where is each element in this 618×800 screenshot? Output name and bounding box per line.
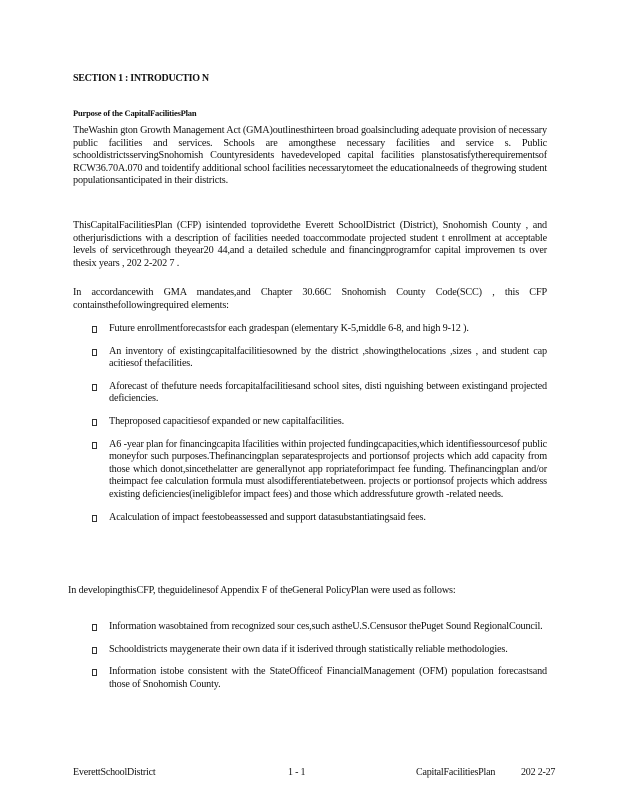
list-item-text: A6 -year plan for financingcapita lfacilities within projected fundingcapacities,which identifiessourcesof public moneyfor such purposes.Thefinancingplan separatesprojects and portionsof projects which add capacity from those which donot,sincethelatter are generallynot app ropriateforimpact fee funding. Thefinancingplan and/or theimpact fee calculation formula must alsodifferentiatebetween. projects or portionsof projects which address existing deficiencies(ineligiblefor impact fees) and those which addressfuture growth -related needs. (109, 438, 547, 500)
list-item-text: Information istobe consistent with the StateOfficeof FinancialManagement (OFM) population forecastsand those of Snohomish County. (109, 666, 547, 690)
footer-page-number: 1 - 1 (288, 767, 306, 778)
list-item (92, 416, 547, 429)
list-item (92, 621, 547, 634)
section-title: SECTION 1 : INTRODUCTIO N (73, 73, 209, 84)
paragraph-guidelines: In developingthisCFP, theguidelinesof Appendix F of theGeneral PolicyPlan were used as follows: (68, 585, 456, 596)
list-item-text: Acalculation of impact feestobeassessed and support datasubstantiatingsaid fees. (109, 511, 426, 523)
list-item (92, 346, 547, 371)
bullet-icon (92, 624, 97, 631)
bullet-icon (92, 349, 97, 356)
guidelines-list (92, 621, 547, 701)
paragraph-required-elements: In accordancewith GMA mandates,and Chapter 30.66C Snohomish County Code(SCC) , this CFP containsthefollowingrequired elements: (73, 287, 547, 311)
list-item (92, 439, 547, 502)
list-item (92, 512, 547, 525)
bullet-icon (92, 647, 97, 654)
footer-document-title: CapitalFacilitiesPlan (416, 767, 496, 778)
bullet-icon (92, 419, 97, 426)
bullet-icon (92, 442, 97, 449)
bullet-icon (92, 384, 97, 391)
list-item-text: Information wasobtained from recognized sour ces,such astheU.S.Censusor thePuget Sound RegionalCouncil. (109, 621, 543, 632)
purpose-subheading: Purpose of the CapitalFacilitiesPlan (73, 108, 197, 118)
list-item (92, 381, 547, 406)
required-elements-list (92, 323, 547, 534)
list-item-text: An inventory of existingcapitalfacilitiesowned by the district ,showingthelocations ,sizes , and student cap acitiesof thefacilities. (109, 345, 547, 370)
bullet-icon (92, 669, 97, 676)
bullet-icon (92, 326, 97, 333)
paragraph-cfp-intent: ThisCapitalFacilitiesPlan (CFP) isintended toprovidethe Everett SchoolDistrict (District), Snohomish County , and otherjurisdictions with a description of facilities needed toaccommodate projected student t enrollment at acceptable levels of servicethrough theyear20 44,and a detailed schedule and financingprogramfor capital improvemen ts over thesix years , 202 2-202 7 . (73, 220, 547, 269)
list-item-text: Theproposed capacitiesof expanded or new capitalfacilities. (109, 415, 344, 427)
paragraph-gma: TheWashin gton Growth Management Act (GMA)outlinesthirteen broad goalsincluding adequate provision of necessary public facilities and services. Schools are amongthese necessary facilities and service s. Public schooldistrictsservingSnohomish Countyresidents havedeveloped capital facilities planstosatisfytherequirementsof RCW36.70A.070 and toidentify additional school facilities necessarytomeet the educationalneeds of thegrowing student populationsanticipated in their districts. (73, 125, 547, 187)
list-item-text: Schooldistricts maygenerate their own data if it isderived through statistically reliable methodologies. (109, 643, 508, 655)
footer-date: 202 2-27 (521, 767, 556, 778)
footer-district: EverettSchoolDistrict (73, 767, 156, 778)
list-item-text: Aforecast of thefuture needs forcapitalfacilitiesand school sites, disti nguishing between existingand projected deficiencies. (109, 380, 547, 405)
list-item (92, 644, 547, 657)
list-item-text: Future enrollmentforecastsfor each gradespan (elementary K-5,middle 6-8, and high 9-12 ). (109, 323, 469, 334)
list-item (92, 666, 547, 691)
list-item (92, 323, 547, 336)
bullet-icon (92, 515, 97, 522)
